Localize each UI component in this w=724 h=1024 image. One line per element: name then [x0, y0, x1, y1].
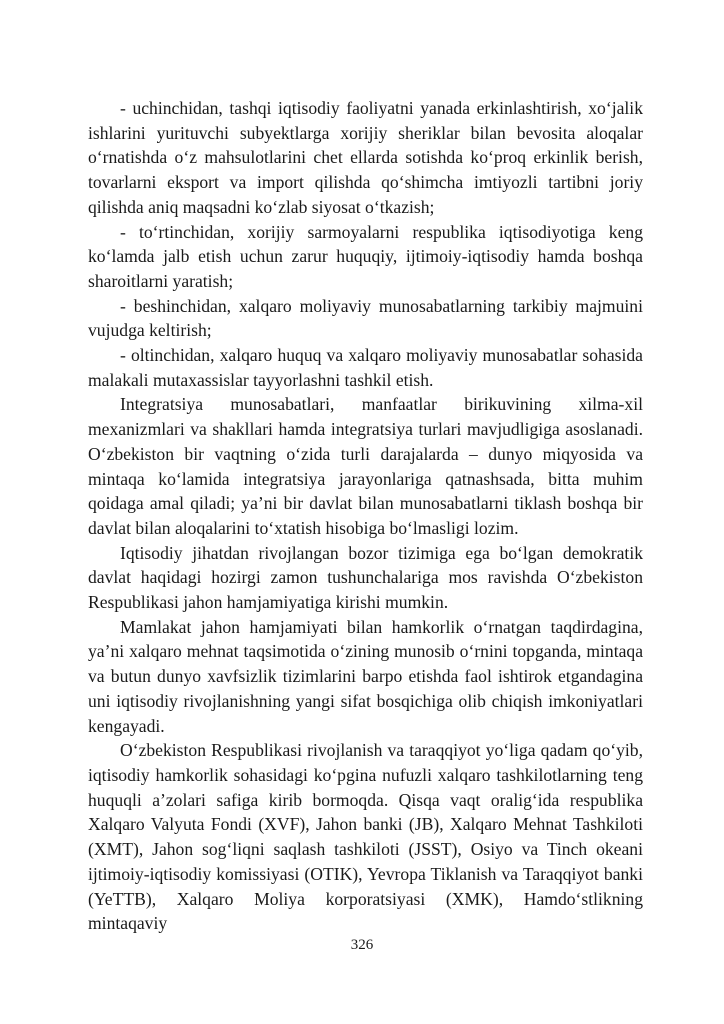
- paragraph-list-item-fourth: - to‘rtinchidan, xorijiy sarmoyalarni respublika iqtisodiyotiga keng ko‘lamda jalb etish uchun zarur huquqiy, ijtimoiy-iqtisodiy hamda boshqa sharoitlarni yaratish;: [88, 221, 643, 291]
- paragraph-international-organizations: O‘zbekiston Respublikasi rivojlanish va taraqqiyot yo‘liga qadam qo‘yib, iqtisodiy hamkorlik sohasidagi ko‘pgina nufuzli xalqaro tashkilotlarning teng huquqli a’zolari safiga kirib bormoqda. Qisqa vaqt oralig‘ida respublika Xalqaro Valyuta Fondi (XVF), Jahon banki (JB), Xalqaro Mehnat Tashkiloti (XMT), Jahon sog‘liqni saqlash tashkiloti (JSST), Osiyo va Tinch okeani ijtimoiy-iqtisodiy komissiyasi (OTIK), Yevropa Tiklanish va Taraqqiyot banki (YeTTB), Xalqaro Moliya korporatsiyasi (XMK), Hamdo‘stlikning mintaqaviy: [88, 740, 643, 934]
- paragraph-list-item-fifth: - beshinchidan, xalqaro moliyaviy munosabatlarning tarkibiy majmuini vujudga keltirish;: [88, 295, 643, 341]
- page-number: 326: [350, 937, 374, 953]
- paragraph-world-community: Mamlakat jahon hamjamiyati bilan hamkorlik o‘rnatgan taqdirdagina, ya’ni xalqaro mehnat taqsimotida o‘zining munosib o‘rnini topganda, mintaqa va butun dunyo xavfsizlik tizimlarini barpo etishda faol ishtirok etgandagina uni iqtisodiy rivojlanishning yangi sifat bosqichiga olib chiqish imkoniyatlari kengayadi.: [88, 616, 643, 736]
- paragraph-list-item-sixth: - oltinchidan, xalqaro huquq va xalqaro moliyaviy munosabatlar sohasida malakali mutaxassislar tayyorlashni tashkil etish.: [88, 345, 643, 390]
- paragraph-democratic-state: Iqtisodiy jihatdan rivojlangan bozor tizimiga ega bo‘lgan demokratik davlat haqidagi hozirgi zamon tushunchalariga mos ravishda O‘zbekiston Respublikasi jahon hamjamiyatiga kirishi mumkin.: [88, 542, 643, 613]
- paragraph-list-item-third: - uchinchidan, tashqi iqtisodiy faoliyatni yanada erkinlashtirish, xo‘jalik ishlarini yurituvchi subyektlarga xorijiy sheriklar bilan bevosita aloqalar o‘rnatishda o‘z mahsulotlarini chet ellarda sotishda ko‘proq erkinlik berish, tovarlarni eksport va import qilishda qo‘shimcha imtiyozli tartibni joriy qilishda aniq maqsadni ko‘zlab siyosat o‘tkazish;: [88, 98, 643, 217]
- body-text: [88, 96, 643, 936]
- paragraph-integration: Integratsiya munosabatlari, manfaatlar birikuvining xilma-xil mexanizmlari va shakllari hamda integratsiya turlari mavjudligiga asoslanadi. O‘zbekiston bir vaqtning o‘zida turli darajalarda – dunyo miqyosida va mintaqa ko‘lamida integratsiya jarayonlariga qatnashsada, bitta muhim qoidaga amal qiladi; ya’ni bir davlat bilan munosabatlarni tiklash boshqa bir davlat bilan aloqalarini to‘xtatish hisobiga bo‘lmasligi lozim.: [88, 394, 643, 538]
